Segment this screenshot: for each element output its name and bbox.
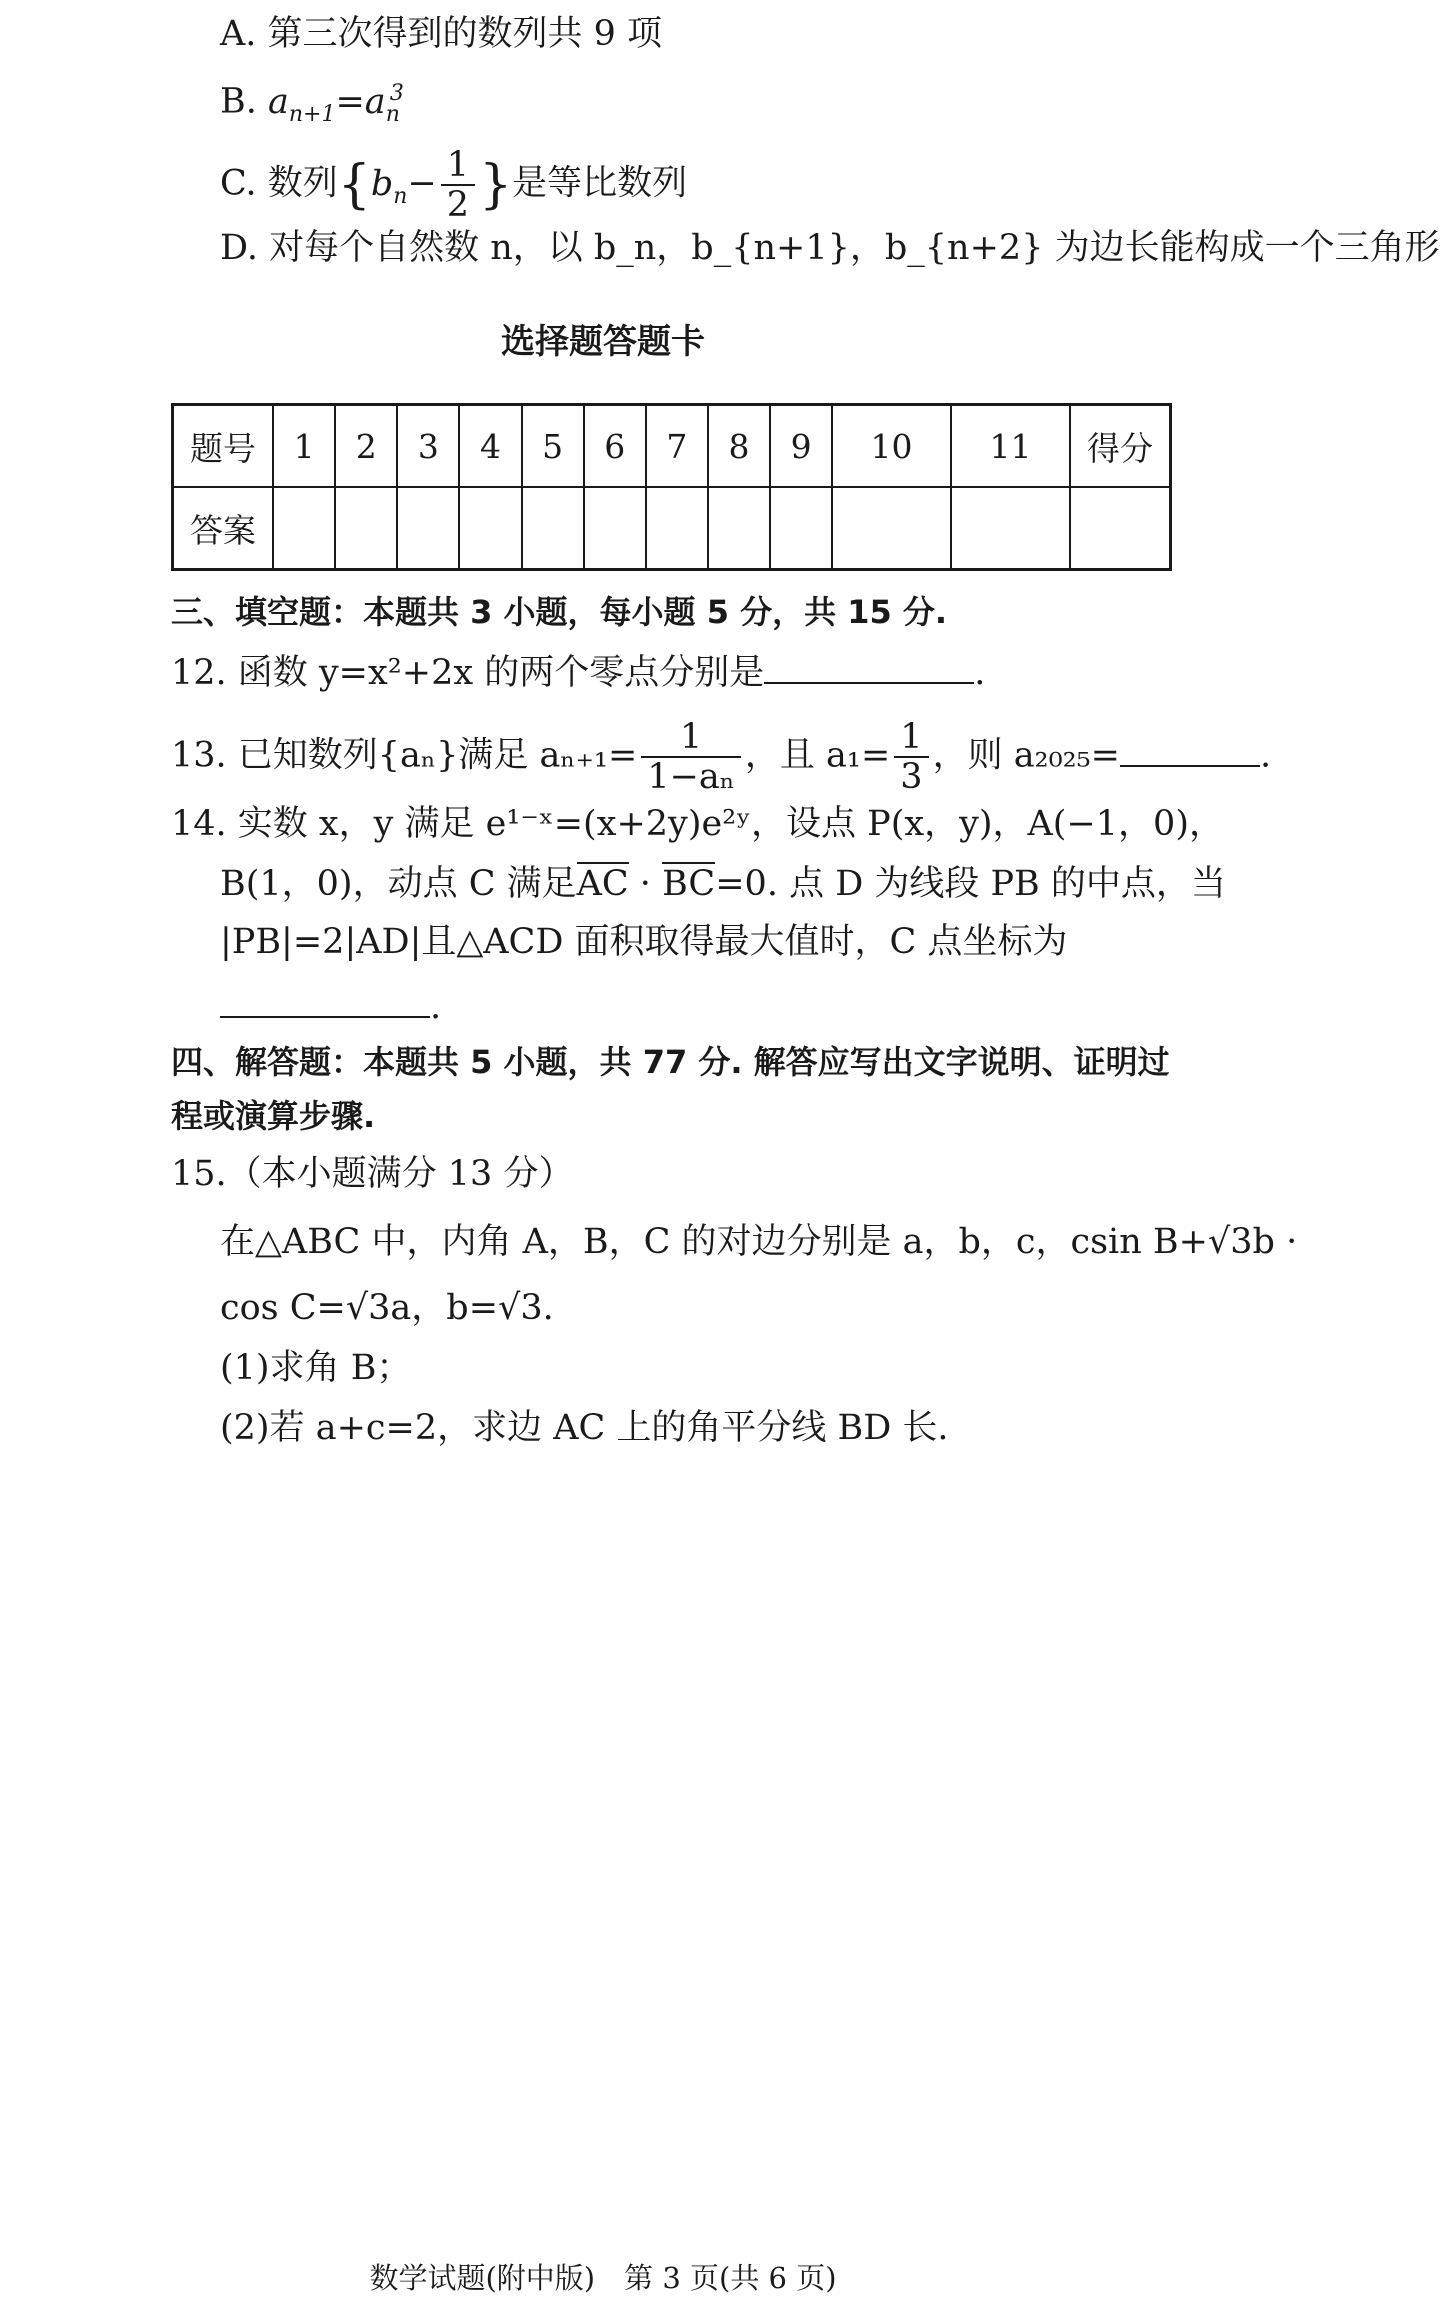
answer-cell-5[interactable] bbox=[522, 487, 584, 570]
question-12-text: 12. 函数 y=x²+2x 的两个零点分别是 bbox=[171, 653, 765, 693]
question-15-line1: 在△ABC 中，内角 A，B，C 的对边分别是 a，b，c，csin B+√3b · bbox=[220, 1222, 1298, 1262]
question-13: 13. 已知数列{aₙ}满足 aₙ₊₁= $\frac{1}{\text{1−aₙ}}$ ，且 a₁= $\frac{1}{3}$ ，则 a₂₀₂₅= . bbox=[171, 717, 1272, 797]
question-number-2: 2 bbox=[335, 405, 397, 488]
answer-card-table bbox=[171, 403, 1172, 571]
question-15-part1: (1)求角 B； bbox=[220, 1348, 412, 1388]
question-13-frac2-den: 3 bbox=[900, 757, 923, 797]
question-13-frac-den: 1−aₙ bbox=[647, 757, 735, 797]
score-cell[interactable] bbox=[1070, 487, 1171, 570]
question-14-line3: |PB|=2|AD|且△ACD 面积取得最大值时，C 点坐标为 bbox=[220, 922, 1068, 962]
page-footer: 数学试题(附中版) 第 3 页(共 6 页) bbox=[369, 2261, 837, 2295]
question-15-line2: cos C=√3a，b=√3. bbox=[220, 1288, 554, 1328]
question-14-line2 bbox=[220, 860, 1226, 908]
answer-cell-10[interactable] bbox=[832, 487, 951, 570]
answer-cell-1[interactable] bbox=[273, 487, 335, 570]
answer-cell-2[interactable] bbox=[335, 487, 397, 570]
question-13-frac2-num: 1 bbox=[894, 718, 928, 758]
question-14-line2-pre: B(1，0)，动点 C 满足 bbox=[220, 864, 577, 904]
answer-card-number-row bbox=[173, 405, 1171, 488]
question-number-9: 9 bbox=[770, 405, 832, 488]
answer-card-answer-row bbox=[173, 487, 1171, 570]
question-number-1: 1 bbox=[273, 405, 335, 488]
question-12: 12. 函数 y=x²+2x 的两个零点分别是 . bbox=[171, 646, 985, 697]
answer-cell-3[interactable] bbox=[397, 487, 459, 570]
question-number-3: 3 bbox=[397, 405, 459, 488]
option-c: C. 数列{$b_n-$ $\frac{1}{2}$ }是等比数列 bbox=[220, 145, 688, 225]
option-a: A. 第三次得到的数列共 9 项 bbox=[220, 14, 663, 54]
option-d: D. 对每个自然数 n，以 b_n，b_{n+1}，b_{n+2} 为边长能构成一个三角形 bbox=[220, 228, 1440, 268]
question-13-blank[interactable] bbox=[1120, 729, 1260, 767]
question-13-mid: ，且 a₁= bbox=[744, 735, 891, 776]
answer-cell-11[interactable] bbox=[951, 487, 1070, 570]
question-number-11: 11 bbox=[951, 405, 1070, 488]
question-number-6: 6 bbox=[584, 405, 646, 488]
question-14-blank[interactable] bbox=[220, 980, 430, 1018]
question-14-answer: . bbox=[220, 980, 441, 1031]
question-number-7: 7 bbox=[646, 405, 708, 488]
section3-heading: 三、填空题：本题共 3 小题，每小题 5 分，共 15 分. bbox=[171, 593, 948, 631]
option-c-fraction: $\frac{1}{2}$ bbox=[441, 146, 475, 224]
option-b-formula: $a_{n+1}=a_n^3$ bbox=[268, 81, 404, 127]
question-15-part2: (2)若 a+c=2，求边 AC 上的角平分线 BD 长. bbox=[220, 1408, 949, 1448]
section4-heading-line2: 程或演算步骤. bbox=[171, 1097, 376, 1135]
question-number-4: 4 bbox=[459, 405, 521, 488]
question-12-blank[interactable] bbox=[764, 646, 974, 684]
option-b-prefix: B. bbox=[220, 81, 257, 122]
question-15-title: 15.（本小题满分 13 分） bbox=[171, 1154, 574, 1194]
score-label: 得分 bbox=[1070, 405, 1171, 488]
answer-cell-7[interactable] bbox=[646, 487, 708, 570]
question-14-line1: 14. 实数 x，y 满足 e¹⁻ˣ=(x+2y)e²ʸ，设点 P(x，y)，A(−1，0)， bbox=[171, 804, 1224, 844]
option-b bbox=[220, 70, 404, 139]
question-number-5: 5 bbox=[522, 405, 584, 488]
vector-bc: BC bbox=[662, 860, 715, 908]
question-13-pre: 13. 已知数列{aₙ}满足 aₙ₊₁= bbox=[171, 735, 638, 776]
answer-cell-9[interactable] bbox=[770, 487, 832, 570]
row-label-answer: 答案 bbox=[173, 487, 274, 570]
section4-heading-line1: 四、解答题：本题共 5 小题，共 77 分. 解答应写出文字说明、证明过 bbox=[171, 1043, 1170, 1081]
answer-cell-6[interactable] bbox=[584, 487, 646, 570]
option-c-prefix: C. 数列 bbox=[220, 163, 338, 204]
answer-cell-4[interactable] bbox=[459, 487, 521, 570]
answer-card-title: 选择题答题卡 bbox=[501, 322, 705, 362]
answer-cell-8[interactable] bbox=[708, 487, 770, 570]
question-14-line2-post: =0. 点 D 为线段 PB 的中点，当 bbox=[715, 864, 1226, 904]
question-13-post: ，则 a₂₀₂₅= bbox=[932, 735, 1121, 776]
question-13-frac-num: 1 bbox=[641, 718, 741, 758]
option-c-suffix: 是等比数列 bbox=[512, 163, 688, 204]
question-number-10: 10 bbox=[832, 405, 951, 488]
dot-product-sign: · bbox=[628, 864, 663, 904]
question-number-8: 8 bbox=[708, 405, 770, 488]
vector-ac: AC bbox=[577, 860, 629, 908]
row-label-number: 题号 bbox=[173, 405, 274, 488]
